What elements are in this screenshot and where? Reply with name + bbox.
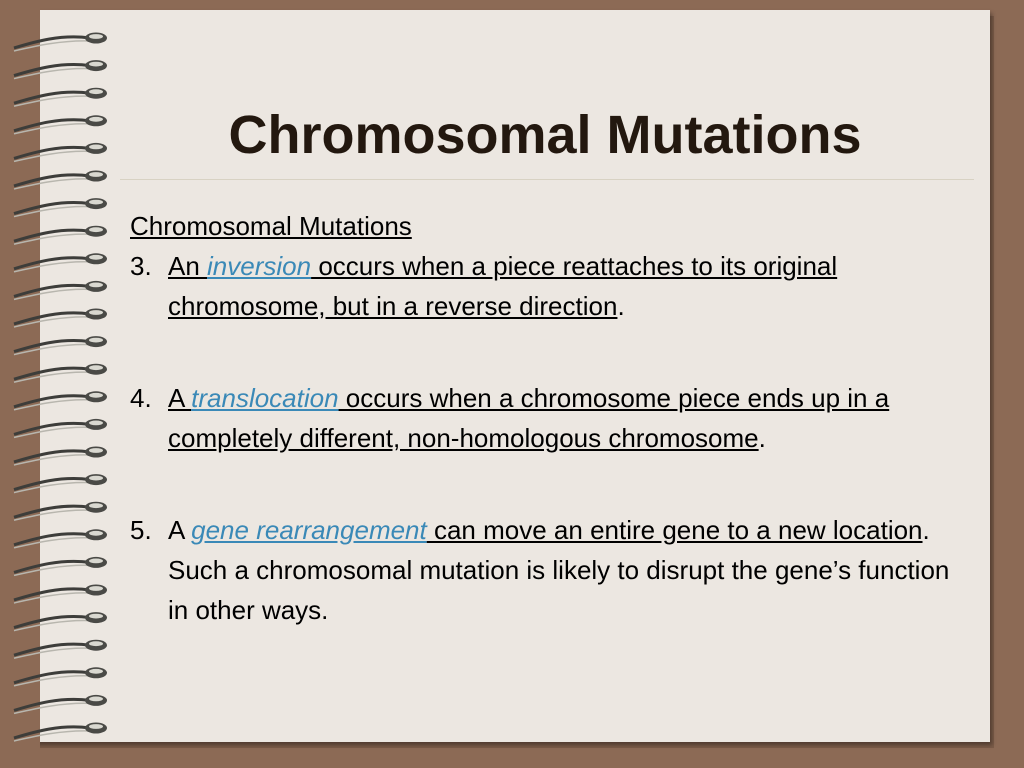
item-number: 5. <box>130 515 152 545</box>
page-title: Chromosomal Mutations <box>228 105 862 166</box>
item-term: translocation <box>191 383 339 413</box>
item-tail: . <box>617 291 625 321</box>
item-lead: An <box>168 251 208 281</box>
item-text: occurs when a piece reattaches to its original chromosome, but in a reverse direction <box>168 251 838 321</box>
list-item <box>130 246 970 326</box>
list-item <box>130 510 970 630</box>
item-text: can move an entire gene to a new location <box>426 515 923 545</box>
item-lead: A <box>168 515 192 545</box>
item-tail: . <box>758 423 766 453</box>
item-text: occurs when a chromosome piece ends up in a completely different, non-homologous chromosome <box>168 383 890 453</box>
item-term: gene rearrangement <box>191 515 427 545</box>
title-divider <box>120 179 974 180</box>
section-heading: Chromosomal Mutations <box>130 211 412 241</box>
list-item <box>130 378 970 458</box>
item-tail: . Such a chromosomal mutation is likely to disrupt the gene’s function in other ways. <box>168 515 950 625</box>
item-number: 3. <box>130 251 152 281</box>
item-term: inversion <box>207 251 312 281</box>
slide-body <box>130 206 970 630</box>
item-number: 4. <box>130 383 152 413</box>
item-lead: A <box>168 383 192 413</box>
